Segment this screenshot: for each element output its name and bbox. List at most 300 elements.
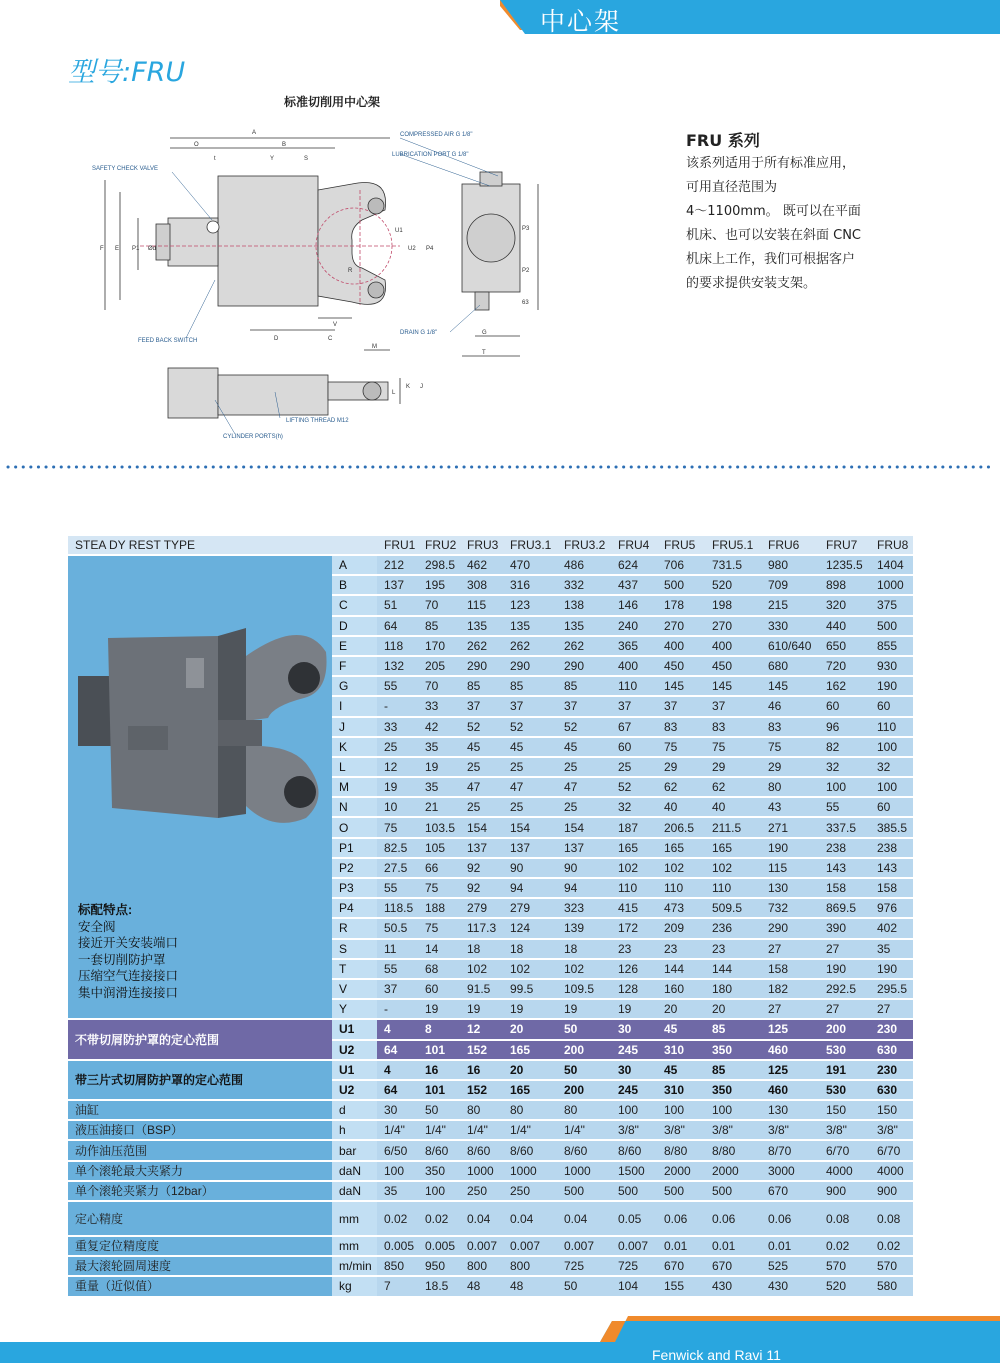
property-unit: m/min bbox=[332, 1256, 377, 1276]
param-symbol: A bbox=[332, 555, 377, 575]
value-cell: 19 bbox=[503, 999, 557, 1019]
value-cell: 238 bbox=[870, 838, 913, 858]
param-symbol: N bbox=[332, 797, 377, 817]
value-cell: 85 bbox=[557, 676, 611, 696]
value-cell: 0.02 bbox=[418, 1201, 460, 1236]
value-cell: 530 bbox=[819, 1080, 870, 1100]
value-cell: 500 bbox=[870, 616, 913, 636]
value-cell: 125 bbox=[761, 1019, 819, 1039]
value-cell: 64 bbox=[377, 1080, 418, 1100]
value-cell: 110 bbox=[705, 878, 761, 898]
value-cell: 520 bbox=[819, 1276, 870, 1296]
value-cell: 323 bbox=[557, 898, 611, 918]
label-compressed-air: COMPRESSED AIR G 1/8" bbox=[400, 132, 473, 138]
value-cell: 310 bbox=[657, 1080, 705, 1100]
value-cell: 80 bbox=[761, 777, 819, 797]
param-symbol: P4 bbox=[332, 898, 377, 918]
value-cell: 8/60 bbox=[460, 1140, 503, 1160]
value-cell: 732 bbox=[761, 898, 819, 918]
value-cell: 85 bbox=[705, 1060, 761, 1080]
param-symbol: M bbox=[332, 777, 377, 797]
value-cell: 32 bbox=[611, 797, 657, 817]
value-cell: 165 bbox=[503, 1080, 557, 1100]
value-cell: 152 bbox=[460, 1040, 503, 1060]
value-cell: 8/70 bbox=[761, 1140, 819, 1160]
value-cell: 725 bbox=[557, 1256, 611, 1276]
value-cell: 25 bbox=[377, 737, 418, 757]
value-cell: 1000 bbox=[503, 1161, 557, 1181]
value-cell: 18 bbox=[460, 939, 503, 959]
header-bar bbox=[0, 0, 1000, 48]
label-safety-valve: SAFETY CHECK VALVE bbox=[92, 166, 159, 172]
series-line: 的要求提供安装支架。 bbox=[686, 276, 817, 291]
value-cell: 190 bbox=[870, 676, 913, 696]
range-with-guard-row bbox=[68, 1060, 913, 1080]
value-cell: 104 bbox=[611, 1276, 657, 1296]
value-cell: 215 bbox=[761, 595, 819, 615]
value-cell: 75 bbox=[657, 737, 705, 757]
dim-r: R bbox=[348, 268, 353, 274]
value-cell: 8/80 bbox=[657, 1140, 705, 1160]
value-cell: 75 bbox=[377, 817, 418, 837]
value-cell: 100 bbox=[657, 1100, 705, 1120]
value-cell: 60 bbox=[870, 797, 913, 817]
value-cell: 245 bbox=[611, 1040, 657, 1060]
value-cell: 6/70 bbox=[819, 1140, 870, 1160]
value-cell: 50 bbox=[418, 1100, 460, 1120]
range-no-guard-row bbox=[68, 1019, 913, 1039]
value-cell: 23 bbox=[705, 939, 761, 959]
value-cell: 117.3 bbox=[460, 918, 503, 938]
value-cell: 500 bbox=[657, 1181, 705, 1201]
param-symbol: U1 bbox=[332, 1019, 377, 1039]
value-cell: 132 bbox=[377, 656, 418, 676]
dim-y: Y bbox=[270, 156, 275, 162]
value-cell: 271 bbox=[761, 817, 819, 837]
value-cell: 330 bbox=[761, 616, 819, 636]
property-row bbox=[68, 1140, 913, 1160]
value-cell: 332 bbox=[557, 575, 611, 595]
value-cell: 450 bbox=[657, 656, 705, 676]
property-unit: mm bbox=[332, 1236, 377, 1256]
column-header: FRU3.2 bbox=[557, 536, 611, 555]
value-cell: 80 bbox=[460, 1100, 503, 1120]
value-cell: 1/4" bbox=[503, 1120, 557, 1140]
value-cell: 143 bbox=[870, 858, 913, 878]
value-cell: 10 bbox=[377, 797, 418, 817]
value-cell: 25 bbox=[557, 757, 611, 777]
property-unit: daN bbox=[332, 1161, 377, 1181]
range-with-guard-label: 带三片式切屑防护罩的定心范围 bbox=[68, 1060, 332, 1100]
column-header: FRU5 bbox=[657, 536, 705, 555]
value-cell: 154 bbox=[460, 817, 503, 837]
param-symbol: V bbox=[332, 979, 377, 999]
value-cell: 14 bbox=[418, 939, 460, 959]
value-cell: 211.5 bbox=[705, 817, 761, 837]
value-cell: 45 bbox=[657, 1060, 705, 1080]
dim-l: L bbox=[392, 390, 396, 396]
value-cell: 200 bbox=[557, 1040, 611, 1060]
value-cell: 66 bbox=[418, 858, 460, 878]
value-cell: 30 bbox=[611, 1060, 657, 1080]
param-symbol: P1 bbox=[332, 838, 377, 858]
value-cell: 90 bbox=[557, 858, 611, 878]
value-cell: 64 bbox=[377, 1040, 418, 1060]
value-cell: 0.01 bbox=[657, 1236, 705, 1256]
features-block bbox=[78, 902, 178, 1001]
value-cell: 1404 bbox=[870, 555, 913, 575]
value-cell: 0.007 bbox=[460, 1236, 503, 1256]
value-cell: 102 bbox=[611, 858, 657, 878]
value-cell: 60 bbox=[819, 696, 870, 716]
param-symbol: L bbox=[332, 757, 377, 777]
param-symbol: I bbox=[332, 696, 377, 716]
value-cell: 3/8" bbox=[761, 1120, 819, 1140]
dim-t: t bbox=[214, 156, 216, 162]
param-symbol: U2 bbox=[332, 1040, 377, 1060]
value-cell: 47 bbox=[503, 777, 557, 797]
value-cell: 45 bbox=[460, 737, 503, 757]
value-cell: 137 bbox=[503, 838, 557, 858]
value-cell: 178 bbox=[657, 595, 705, 615]
value-cell: 154 bbox=[503, 817, 557, 837]
value-cell: 238 bbox=[819, 838, 870, 858]
value-cell: 94 bbox=[557, 878, 611, 898]
value-cell: 200 bbox=[557, 1080, 611, 1100]
param-symbol: P2 bbox=[332, 858, 377, 878]
property-row bbox=[68, 1161, 913, 1181]
value-cell: 83 bbox=[761, 717, 819, 737]
value-cell: 110 bbox=[657, 878, 705, 898]
column-header: FRU8 bbox=[870, 536, 913, 555]
value-cell: 2000 bbox=[705, 1161, 761, 1181]
value-cell: 2000 bbox=[657, 1161, 705, 1181]
value-cell: 375 bbox=[870, 595, 913, 615]
value-cell: 500 bbox=[657, 575, 705, 595]
value-cell: 75 bbox=[418, 878, 460, 898]
value-cell: 624 bbox=[611, 555, 657, 575]
value-cell: 29 bbox=[705, 757, 761, 777]
value-cell: 279 bbox=[503, 898, 557, 918]
value-cell: 40 bbox=[705, 797, 761, 817]
value-cell: 725 bbox=[611, 1256, 657, 1276]
value-cell: 0.04 bbox=[503, 1201, 557, 1236]
value-cell: 230 bbox=[870, 1060, 913, 1080]
value-cell: 33 bbox=[418, 696, 460, 716]
value-cell: 3/8" bbox=[611, 1120, 657, 1140]
dim-p1: P1 bbox=[132, 246, 140, 252]
value-cell: 385.5 bbox=[870, 817, 913, 837]
dim-e: E bbox=[115, 246, 120, 252]
value-cell: 262 bbox=[557, 636, 611, 656]
property-row bbox=[68, 1236, 913, 1256]
value-cell: 12 bbox=[377, 757, 418, 777]
param-symbol: S bbox=[332, 939, 377, 959]
value-cell: 152 bbox=[460, 1080, 503, 1100]
value-cell: 165 bbox=[503, 1040, 557, 1060]
column-header: FRU3.1 bbox=[503, 536, 557, 555]
value-cell: 50 bbox=[557, 1276, 611, 1296]
param-symbol: R bbox=[332, 918, 377, 938]
value-cell: 27 bbox=[819, 999, 870, 1019]
value-cell: 4 bbox=[377, 1060, 418, 1080]
value-cell: 8/60 bbox=[557, 1140, 611, 1160]
value-cell: 30 bbox=[611, 1019, 657, 1039]
value-cell: 62 bbox=[657, 777, 705, 797]
property-row bbox=[68, 1276, 913, 1296]
dim-row bbox=[68, 555, 913, 575]
value-cell: 145 bbox=[657, 676, 705, 696]
value-cell: 310 bbox=[657, 1040, 705, 1060]
value-cell: 20 bbox=[705, 999, 761, 1019]
value-cell: 1000 bbox=[460, 1161, 503, 1181]
value-cell: 19 bbox=[611, 999, 657, 1019]
value-cell: 486 bbox=[557, 555, 611, 575]
value-cell: 0.08 bbox=[870, 1201, 913, 1236]
value-cell: 37 bbox=[557, 696, 611, 716]
value-cell: 143 bbox=[819, 858, 870, 878]
property-label: 液压油接口（BSP） bbox=[68, 1120, 332, 1140]
param-symbol: B bbox=[332, 575, 377, 595]
feature-item: 接近开关安装端口 bbox=[78, 936, 179, 950]
value-cell: 80 bbox=[557, 1100, 611, 1120]
value-cell: 100 bbox=[705, 1100, 761, 1120]
value-cell: 980 bbox=[761, 555, 819, 575]
value-cell: 670 bbox=[657, 1256, 705, 1276]
value-cell: 0.05 bbox=[611, 1201, 657, 1236]
value-cell: 101 bbox=[418, 1080, 460, 1100]
value-cell: 570 bbox=[870, 1256, 913, 1276]
value-cell: 144 bbox=[705, 959, 761, 979]
dim-u2: U2 bbox=[408, 246, 416, 252]
value-cell: 52 bbox=[503, 717, 557, 737]
value-cell: 11 bbox=[377, 939, 418, 959]
value-cell: 64 bbox=[377, 616, 418, 636]
value-cell: 170 bbox=[418, 636, 460, 656]
value-cell: 42 bbox=[418, 717, 460, 737]
param-symbol: G bbox=[332, 676, 377, 696]
value-cell: 190 bbox=[761, 838, 819, 858]
property-row bbox=[68, 1201, 913, 1236]
value-cell: 709 bbox=[761, 575, 819, 595]
property-row bbox=[68, 1256, 913, 1276]
value-cell: 102 bbox=[557, 959, 611, 979]
value-cell: 190 bbox=[870, 959, 913, 979]
value-cell: 30 bbox=[377, 1100, 418, 1120]
value-cell: 158 bbox=[870, 878, 913, 898]
value-cell: 45 bbox=[503, 737, 557, 757]
value-cell: 135 bbox=[557, 616, 611, 636]
value-cell: 8/60 bbox=[418, 1140, 460, 1160]
value-cell: 110 bbox=[870, 717, 913, 737]
dim-63: 63 bbox=[522, 300, 529, 306]
value-cell: 100 bbox=[870, 737, 913, 757]
value-cell: 800 bbox=[460, 1256, 503, 1276]
value-cell: 91.5 bbox=[460, 979, 503, 999]
param-symbol: U2 bbox=[332, 1080, 377, 1100]
value-cell: 130 bbox=[761, 878, 819, 898]
param-symbol: T bbox=[332, 959, 377, 979]
value-cell: 27 bbox=[761, 939, 819, 959]
value-cell: 137 bbox=[460, 838, 503, 858]
value-cell: 118 bbox=[377, 636, 418, 656]
value-cell: 55 bbox=[377, 959, 418, 979]
value-cell: 470 bbox=[503, 555, 557, 575]
value-cell: 6/50 bbox=[377, 1140, 418, 1160]
dim-t-side: T bbox=[482, 350, 486, 356]
value-cell: 18 bbox=[557, 939, 611, 959]
value-cell: 37 bbox=[705, 696, 761, 716]
dim-o: O bbox=[194, 142, 199, 148]
value-cell: 3000 bbox=[761, 1161, 819, 1181]
value-cell: 23 bbox=[657, 939, 705, 959]
value-cell: 188 bbox=[418, 898, 460, 918]
value-cell: 950 bbox=[418, 1256, 460, 1276]
property-row bbox=[68, 1120, 913, 1140]
value-cell: 102 bbox=[705, 858, 761, 878]
value-cell: 570 bbox=[819, 1256, 870, 1276]
value-cell: 706 bbox=[657, 555, 705, 575]
value-cell: 67 bbox=[611, 717, 657, 737]
value-cell: 4 bbox=[377, 1019, 418, 1039]
value-cell: 123 bbox=[503, 595, 557, 615]
dim-b: B bbox=[282, 142, 287, 148]
value-cell: 3/8" bbox=[657, 1120, 705, 1140]
value-cell: 610/640 bbox=[761, 636, 819, 656]
series-title: FRU 系列 bbox=[686, 131, 760, 150]
value-cell: 930 bbox=[870, 656, 913, 676]
value-cell: 21 bbox=[418, 797, 460, 817]
value-cell: 1000 bbox=[557, 1161, 611, 1181]
value-cell: 60 bbox=[870, 696, 913, 716]
value-cell: 19 bbox=[418, 999, 460, 1019]
value-cell: 0.01 bbox=[761, 1236, 819, 1256]
value-cell: 4000 bbox=[870, 1161, 913, 1181]
value-cell: 16 bbox=[418, 1060, 460, 1080]
value-cell: 320 bbox=[819, 595, 870, 615]
value-cell: 350 bbox=[418, 1161, 460, 1181]
value-cell: 23 bbox=[611, 939, 657, 959]
value-cell: 27.5 bbox=[377, 858, 418, 878]
value-cell: 720 bbox=[819, 656, 870, 676]
column-header: FRU2 bbox=[418, 536, 460, 555]
value-cell: 85 bbox=[418, 616, 460, 636]
value-cell: 118.5 bbox=[377, 898, 418, 918]
dim-m: M bbox=[372, 344, 377, 350]
value-cell: 100 bbox=[870, 777, 913, 797]
value-cell: 245 bbox=[611, 1080, 657, 1100]
value-cell: 124 bbox=[503, 918, 557, 938]
value-cell: - bbox=[377, 999, 418, 1019]
value-cell: 18.5 bbox=[418, 1276, 460, 1296]
value-cell: 350 bbox=[705, 1040, 761, 1060]
value-cell: 437 bbox=[611, 575, 657, 595]
value-cell: 500 bbox=[705, 1181, 761, 1201]
value-cell: 0.06 bbox=[761, 1201, 819, 1236]
value-cell: 520 bbox=[705, 575, 761, 595]
value-cell: 139 bbox=[557, 918, 611, 938]
value-cell: 60 bbox=[418, 979, 460, 999]
value-cell: 3/8" bbox=[870, 1120, 913, 1140]
value-cell: 82 bbox=[819, 737, 870, 757]
value-cell: 46 bbox=[761, 696, 819, 716]
value-cell: 37 bbox=[377, 979, 418, 999]
value-cell: 6/70 bbox=[870, 1140, 913, 1160]
value-cell: 150 bbox=[819, 1100, 870, 1120]
value-cell: 102 bbox=[503, 959, 557, 979]
column-header: FRU4 bbox=[611, 536, 657, 555]
value-cell: 27 bbox=[761, 999, 819, 1019]
value-cell: 0.005 bbox=[418, 1236, 460, 1256]
value-cell: 8 bbox=[418, 1019, 460, 1039]
value-cell: 3/8" bbox=[705, 1120, 761, 1140]
range-no-guard-label: 不带切屑防护罩的定心范围 bbox=[68, 1019, 332, 1059]
value-cell: 0.01 bbox=[705, 1236, 761, 1256]
column-header: FRU1 bbox=[377, 536, 418, 555]
param-symbol: O bbox=[332, 817, 377, 837]
value-cell: 206.5 bbox=[657, 817, 705, 837]
dim-u1: U1 bbox=[395, 228, 403, 234]
value-cell: 0.005 bbox=[377, 1236, 418, 1256]
value-cell: 125 bbox=[761, 1060, 819, 1080]
value-cell: 100 bbox=[819, 777, 870, 797]
value-cell: 855 bbox=[870, 636, 913, 656]
value-cell: 400 bbox=[611, 656, 657, 676]
product-photo-cell bbox=[68, 555, 332, 1019]
value-cell: 52 bbox=[557, 717, 611, 737]
value-cell: 295.5 bbox=[870, 979, 913, 999]
value-cell: 440 bbox=[819, 616, 870, 636]
value-cell: 137 bbox=[557, 838, 611, 858]
property-label: 动作油压范围 bbox=[68, 1140, 332, 1160]
value-cell: 1/4" bbox=[377, 1120, 418, 1140]
value-cell: 460 bbox=[761, 1040, 819, 1060]
value-cell: 187 bbox=[611, 817, 657, 837]
value-cell: 12 bbox=[460, 1019, 503, 1039]
value-cell: 0.08 bbox=[819, 1201, 870, 1236]
value-cell: 20 bbox=[503, 1019, 557, 1039]
property-label: 油缸 bbox=[68, 1100, 332, 1120]
value-cell: 400 bbox=[705, 636, 761, 656]
value-cell: 0.04 bbox=[460, 1201, 503, 1236]
value-cell: 198 bbox=[705, 595, 761, 615]
dim-s: S bbox=[304, 156, 309, 162]
value-cell: 290 bbox=[557, 656, 611, 676]
label-lubrication-port: LUBRICATION PORT G 1/8" bbox=[392, 152, 469, 158]
value-cell: 460 bbox=[761, 1080, 819, 1100]
value-cell: 35 bbox=[418, 737, 460, 757]
value-cell: 19 bbox=[377, 777, 418, 797]
value-cell: 101 bbox=[418, 1040, 460, 1060]
param-symbol: K bbox=[332, 737, 377, 757]
value-cell: 137 bbox=[377, 575, 418, 595]
value-cell: 236 bbox=[705, 918, 761, 938]
property-label: 重复定位精度度 bbox=[68, 1236, 332, 1256]
value-cell: 262 bbox=[503, 636, 557, 656]
value-cell: 250 bbox=[503, 1181, 557, 1201]
value-cell: 115 bbox=[761, 858, 819, 878]
value-cell: 900 bbox=[819, 1181, 870, 1201]
header-param bbox=[332, 536, 377, 555]
value-cell: 308 bbox=[460, 575, 503, 595]
value-cell: 50 bbox=[557, 1019, 611, 1039]
model-label: 型号:FRU bbox=[68, 57, 186, 88]
spec-table bbox=[68, 536, 913, 1298]
value-cell: 62 bbox=[705, 777, 761, 797]
value-cell: 110 bbox=[611, 676, 657, 696]
value-cell: 115 bbox=[460, 595, 503, 615]
feature-item: 一套切削防护罩 bbox=[78, 952, 166, 967]
